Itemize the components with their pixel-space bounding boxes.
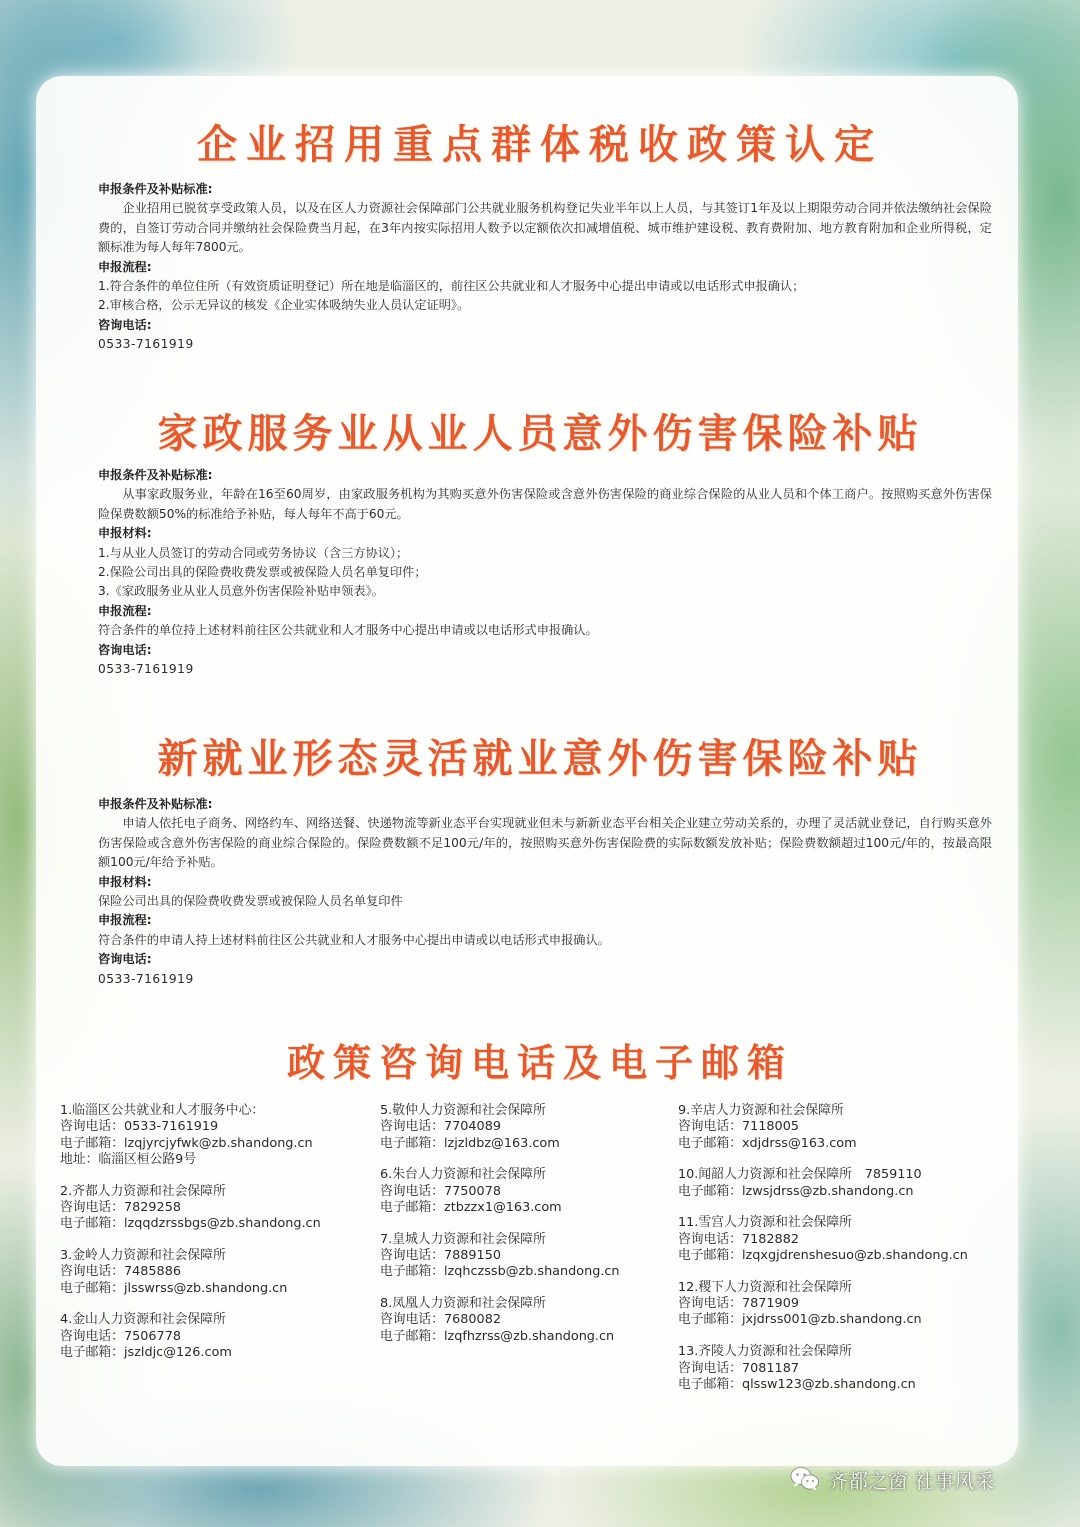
office-name: 6.朱台人力资源和社会保障所 — [380, 1167, 546, 1183]
condition-text: 企业招用已脱贫享受政策人员，以及在区人力资源社会保障部门公共就业服务机构登记失业半年以上人员，与其签订1年及以上期限劳动合同并依法缴纳社会保险费的，自签订劳动合同并缴纳社会保险费当月起，在3年内按实际招用人数予以定额依次扣减增值税、城市维护建设税、教育费附加、地方教育附加和企业所得税，定额标准为每人每年7800元。 — [98, 201, 992, 255]
office-phone: 咨询电话：7118005 — [678, 1119, 799, 1135]
materials-label: 申报材料: — [98, 526, 152, 541]
section-body — [98, 180, 992, 355]
contacts-column-2 — [380, 1103, 670, 1361]
office-name: 9.辛店人力资源和社会保障所 — [678, 1103, 844, 1118]
office-phone: 咨询电话：7081187 — [678, 1360, 799, 1376]
office-entry — [60, 1312, 360, 1361]
office-name: 13.齐陵人力资源和社会保障所 — [678, 1344, 852, 1360]
office-entry — [380, 1167, 670, 1216]
material-item: 2.保险公司出具的保险费收费发票或被保险人员名单复印件； — [98, 565, 427, 580]
office-entry — [380, 1232, 670, 1281]
office-email: 电子邮箱：lzqhczssb@zb.shandong.cn — [380, 1264, 620, 1280]
office-phone: 咨询电话：7182882 — [678, 1231, 799, 1247]
office-entry — [678, 1215, 1018, 1264]
phone-label: 咨询电话: — [98, 952, 152, 967]
section-title: 企业招用重点群体税收政策认定 — [197, 121, 883, 168]
process-text: 符合条件的申请人持上述材料前往区公共就业和人才服务中心提出申请或以电话形式申报确认。 — [98, 932, 610, 947]
condition-label: 申报条件及补贴标准: — [98, 182, 213, 196]
phone-number: 0533-7161919 — [98, 971, 194, 986]
watermark-text: 齐都之窗 社事风采 — [828, 1468, 995, 1493]
condition-text: 从事家政服务业，年龄在16至60周岁，由家政服务机构为其购买意外伤害保险或含意外伤害保险的商业综合保险的从业人员和个体工商户。按照购买意外伤害保险保费数额50%的标准给予补贴，每人每年不高于60元。 — [98, 487, 992, 521]
office-entry — [678, 1103, 1018, 1152]
wechat-icon — [790, 1466, 820, 1492]
process-label: 申报流程: — [98, 913, 152, 928]
section-body — [98, 795, 992, 989]
contacts-column-1 — [60, 1103, 360, 1377]
office-name: 4.金山人力资源和社会保障所 — [60, 1312, 226, 1328]
office-phone: 咨询电话：7506778 — [60, 1328, 181, 1344]
office-name: 5.敬仲人力资源和社会保障所 — [380, 1103, 546, 1118]
process-step: 2.审核合格，公示无异议的核发《企业实体吸纳失业人员认定证明》。 — [98, 298, 470, 313]
contacts-column-3 — [678, 1103, 1018, 1409]
office-address: 地址：临淄区桓公路9号 — [60, 1151, 197, 1167]
phone-label: 咨询电话: — [98, 317, 152, 332]
office-phone: 咨询电话：7704089 — [380, 1119, 501, 1135]
section-title: 新就业形态灵活就业意外伤害保险补贴 — [157, 735, 923, 782]
office-email: 电子邮箱：jlsswrss@zb.shandong.cn — [60, 1280, 288, 1296]
office-email: 电子邮箱：lzqjyrcjyfwk@zb.shandong.cn — [60, 1135, 313, 1151]
process-step: 1.符合条件的单位住所（有效资质证明登记）所在地是临淄区的，前往区公共就业和人才服务中心提出申请或以电话形式申报确认； — [98, 279, 805, 294]
office-email: 电子邮箱：ztbzzx1@163.com — [380, 1199, 562, 1215]
section-title: 家政服务业从业人员意外伤害保险补贴 — [157, 410, 923, 457]
section-body — [98, 466, 992, 679]
wechat-watermark — [790, 1462, 994, 1496]
office-entry — [60, 1184, 360, 1233]
office-phone: 咨询电话：7485886 — [60, 1264, 181, 1280]
phone-label: 咨询电话: — [98, 642, 152, 657]
office-email: 电子邮箱：lzwsjdrss@zb.shandong.cn — [678, 1183, 914, 1199]
office-entry — [678, 1344, 1018, 1393]
office-name: 11.雪宫人力资源和社会保障所 — [678, 1215, 852, 1231]
office-entry — [380, 1296, 670, 1345]
office-entry — [60, 1103, 360, 1168]
office-email: 电子邮箱：lzqqdzrssbgs@zb.shandong.cn — [60, 1216, 321, 1232]
office-email: 电子邮箱：jszldjc@126.com — [60, 1345, 232, 1361]
material-item: 3.《家政服务业从业人员意外伤害保险补贴申领表》。 — [98, 584, 384, 599]
process-label: 申报流程: — [98, 603, 152, 618]
office-name: 8.凤凰人力资源和社会保障所 — [380, 1296, 546, 1312]
office-email: 电子邮箱：xdjdrss@163.com — [678, 1135, 857, 1151]
materials-text: 保险公司出具的保险费收费发票或被保险人员名单复印件 — [98, 894, 403, 909]
office-email: 电子邮箱：lzjzldbz@163.com — [380, 1135, 560, 1151]
process-text: 符合条件的单位持上述材料前往区公共就业和人才服务中心提出申请或以电话形式申报确认。 — [98, 623, 598, 638]
condition-label: 申报条件及补贴标准: — [98, 468, 213, 482]
office-entry — [60, 1248, 360, 1297]
condition-text: 申请人依托电子商务、网络约车、网络送餐、快递物流等新业态平台实现就业但未与新新业态平台相关企业建立劳动关系的，办理了灵活就业登记，自行购买意外伤害保险或含意外伤害保险的商业综合保险的。保险费数额不足100元/年的，按照购买意外伤害保险费的实际数额发放补贴；保险费数额超过100元/年的，按最高限额100元/年给予补贴。 — [98, 816, 992, 870]
contacts-title: 政策咨询电话及电子邮箱 — [286, 1040, 793, 1085]
office-phone: 咨询电话：7750078 — [380, 1183, 501, 1199]
office-name: 3.金岭人力资源和社会保障所 — [60, 1248, 226, 1264]
office-email: 电子邮箱：lzqfhzrss@zb.shandong.cn — [380, 1328, 615, 1344]
phone-number: 0533-7161919 — [98, 337, 194, 352]
office-name: 1.临淄区公共就业和人才服务中心： — [60, 1103, 265, 1118]
office-entry — [380, 1103, 670, 1152]
office-phone: 咨询电话：7829258 — [60, 1199, 181, 1215]
office-email: 电子邮箱：qlssw123@zb.shandong.cn — [678, 1376, 916, 1392]
office-name: 10.闻韶人力资源和社会保障所 7859110 — [678, 1167, 922, 1183]
office-name: 7.皇城人力资源和社会保障所 — [380, 1231, 546, 1247]
office-phone: 咨询电话：7889150 — [380, 1248, 501, 1264]
materials-label: 申报材料: — [98, 874, 152, 889]
office-email: 电子邮箱：lzqxgjdrenshesuo@zb.shandong.cn — [678, 1248, 968, 1264]
office-entry — [678, 1167, 1018, 1200]
office-email: 电子邮箱：jxjdrss001@zb.shandong.cn — [678, 1312, 922, 1328]
office-phone: 咨询电话：7871909 — [678, 1296, 799, 1312]
material-item: 1.与从业人员签订的劳动合同或劳务协议（含三方协议）； — [98, 545, 409, 560]
condition-label: 申报条件及补贴标准: — [98, 797, 213, 811]
office-phone: 咨询电话：7680082 — [380, 1312, 501, 1328]
process-label: 申报流程: — [98, 259, 152, 274]
phone-number: 0533-7161919 — [98, 662, 194, 677]
office-phone: 咨询电话：0533-7161919 — [60, 1119, 219, 1135]
office-entry — [678, 1280, 1018, 1329]
office-name: 2.齐都人力资源和社会保障所 — [60, 1183, 226, 1199]
office-name: 12.稷下人力资源和社会保障所 — [678, 1279, 852, 1295]
